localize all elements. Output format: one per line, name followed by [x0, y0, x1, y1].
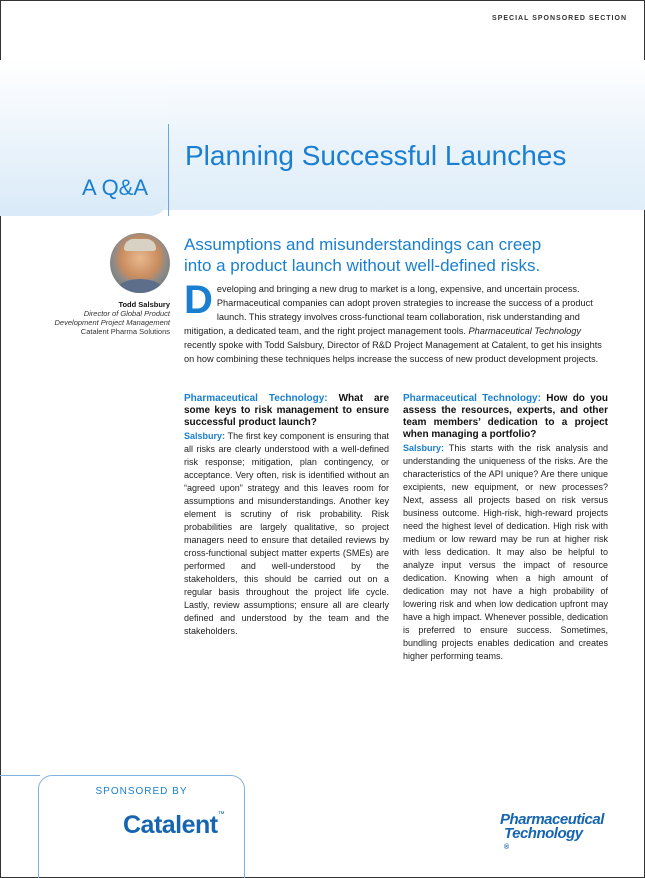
article-title: Planning Successful Launches — [185, 140, 567, 171]
publication-logo-line1: Pharmaceutical — [500, 811, 604, 828]
question-1 — [184, 393, 389, 429]
question-2-org: Pharmaceutical Technology: — [403, 393, 541, 404]
profile-company: Catalent Pharma Solutions — [80, 327, 170, 336]
publication-logo-tm: ® — [504, 844, 509, 851]
sponsor-logo-tm: ™ — [217, 811, 225, 818]
sponsor-logo — [123, 811, 224, 840]
question-2-text: How do you assess the resources, experts, and other team members’ dedication to a project when managing a portfolio? — [403, 393, 608, 440]
publication-logo — [500, 813, 615, 855]
sponsor-rule — [0, 775, 40, 776]
question-1-org: Pharmaceutical Technology: — [184, 393, 328, 404]
profile-caption — [40, 300, 170, 336]
answer-2-speaker: Salsbury: — [403, 443, 445, 453]
hero-divider — [168, 124, 169, 216]
profile-name: Todd Salsbury — [118, 300, 170, 309]
qa-column-left — [184, 393, 389, 638]
article-subtitle: Assumptions and misunderstandings can creep into a product launch without well-defined risks. — [184, 235, 542, 275]
intro-paragraph — [184, 278, 612, 366]
publication-logo-line2-text: Technology — [504, 825, 583, 842]
publication-logo-line2 — [500, 827, 615, 855]
intro-text-b: recently spoke with Todd Salsbury, Director of R&D Project Management at Catalent, to get his insights on how combining these techniques helps increase the success of new product development projects. — [184, 340, 602, 364]
intro-publication: Pharmaceutical Technology — [468, 326, 581, 336]
answer-2 — [403, 442, 608, 663]
intro-text-a: eveloping and bringing a new drug to market is a long, expensive, and uncertain process. Pharmaceutical companies can adopt proven strategies to increase the success of a product launch. This strategy involves cross-functional team collaboration, risk understanding and mitigation, a dedicated team, and the right project management tools. — [184, 284, 593, 336]
profile-title: Director of Global Product Development Project Management — [54, 309, 170, 327]
answer-1-text: The first key component is ensuring that all risks are clearly understood with a well-defined risk response; mitigation, plan contingency, or acceptance. Very often, risk is identified without an “agreed upon” strategy and this leaves room for assumptions and misunderstandings. Another key element is scrutiny of risk probability. Risk probabilities are largely qualitative, so project managers need to ensure that detailed reviews by cross-functional subject matter experts (SMEs) are performed and well-understood by the stakeholders, this should be carried out on a regular basis throughout the project life cycle. Lastly, review assumptions; ensure all are clearly defined and understood by the team and the stakeholders. — [184, 431, 389, 636]
sponsor-logo-text: Catalent — [123, 811, 218, 839]
profile-photo-hair — [124, 239, 156, 251]
question-2 — [403, 393, 608, 441]
answer-1-speaker: Salsbury: — [184, 431, 226, 441]
answer-1 — [184, 430, 389, 638]
section-label: SPECIAL SPONSORED SECTION — [492, 15, 627, 22]
profile-photo-shirt — [118, 279, 162, 293]
drop-cap: D — [184, 278, 213, 322]
sponsored-by-label: SPONSORED BY — [95, 786, 188, 797]
answer-2-text: This starts with the risk analysis and understanding the uniqueness of the risks. Are the characteristics of the API unique? Are there unique excipients, new equipment, or new processes? Next, assess all projects based on risk versus business outcome. High-risk, high-reward projects need the highest level of dedication. High risk with medium or low reward may be run at higher risk with less dedication. It may also be helpful to analyze input versus the impact of resource dedication. Knowing when a high amount of dedication may not have a high probability of lowering risk and when low dedication upfront may have a high impact. Whenever possible, dedication is preferred to ensure success. Sometimes, bundling projects enables dedication and creates higher performing teams. — [403, 443, 608, 661]
profile-photo — [110, 233, 170, 293]
question-1-text: What are some keys to risk management to ensure successful product launch? — [184, 393, 390, 428]
qa-column-right — [403, 393, 608, 663]
article-kicker: A Q&A — [82, 175, 149, 200]
